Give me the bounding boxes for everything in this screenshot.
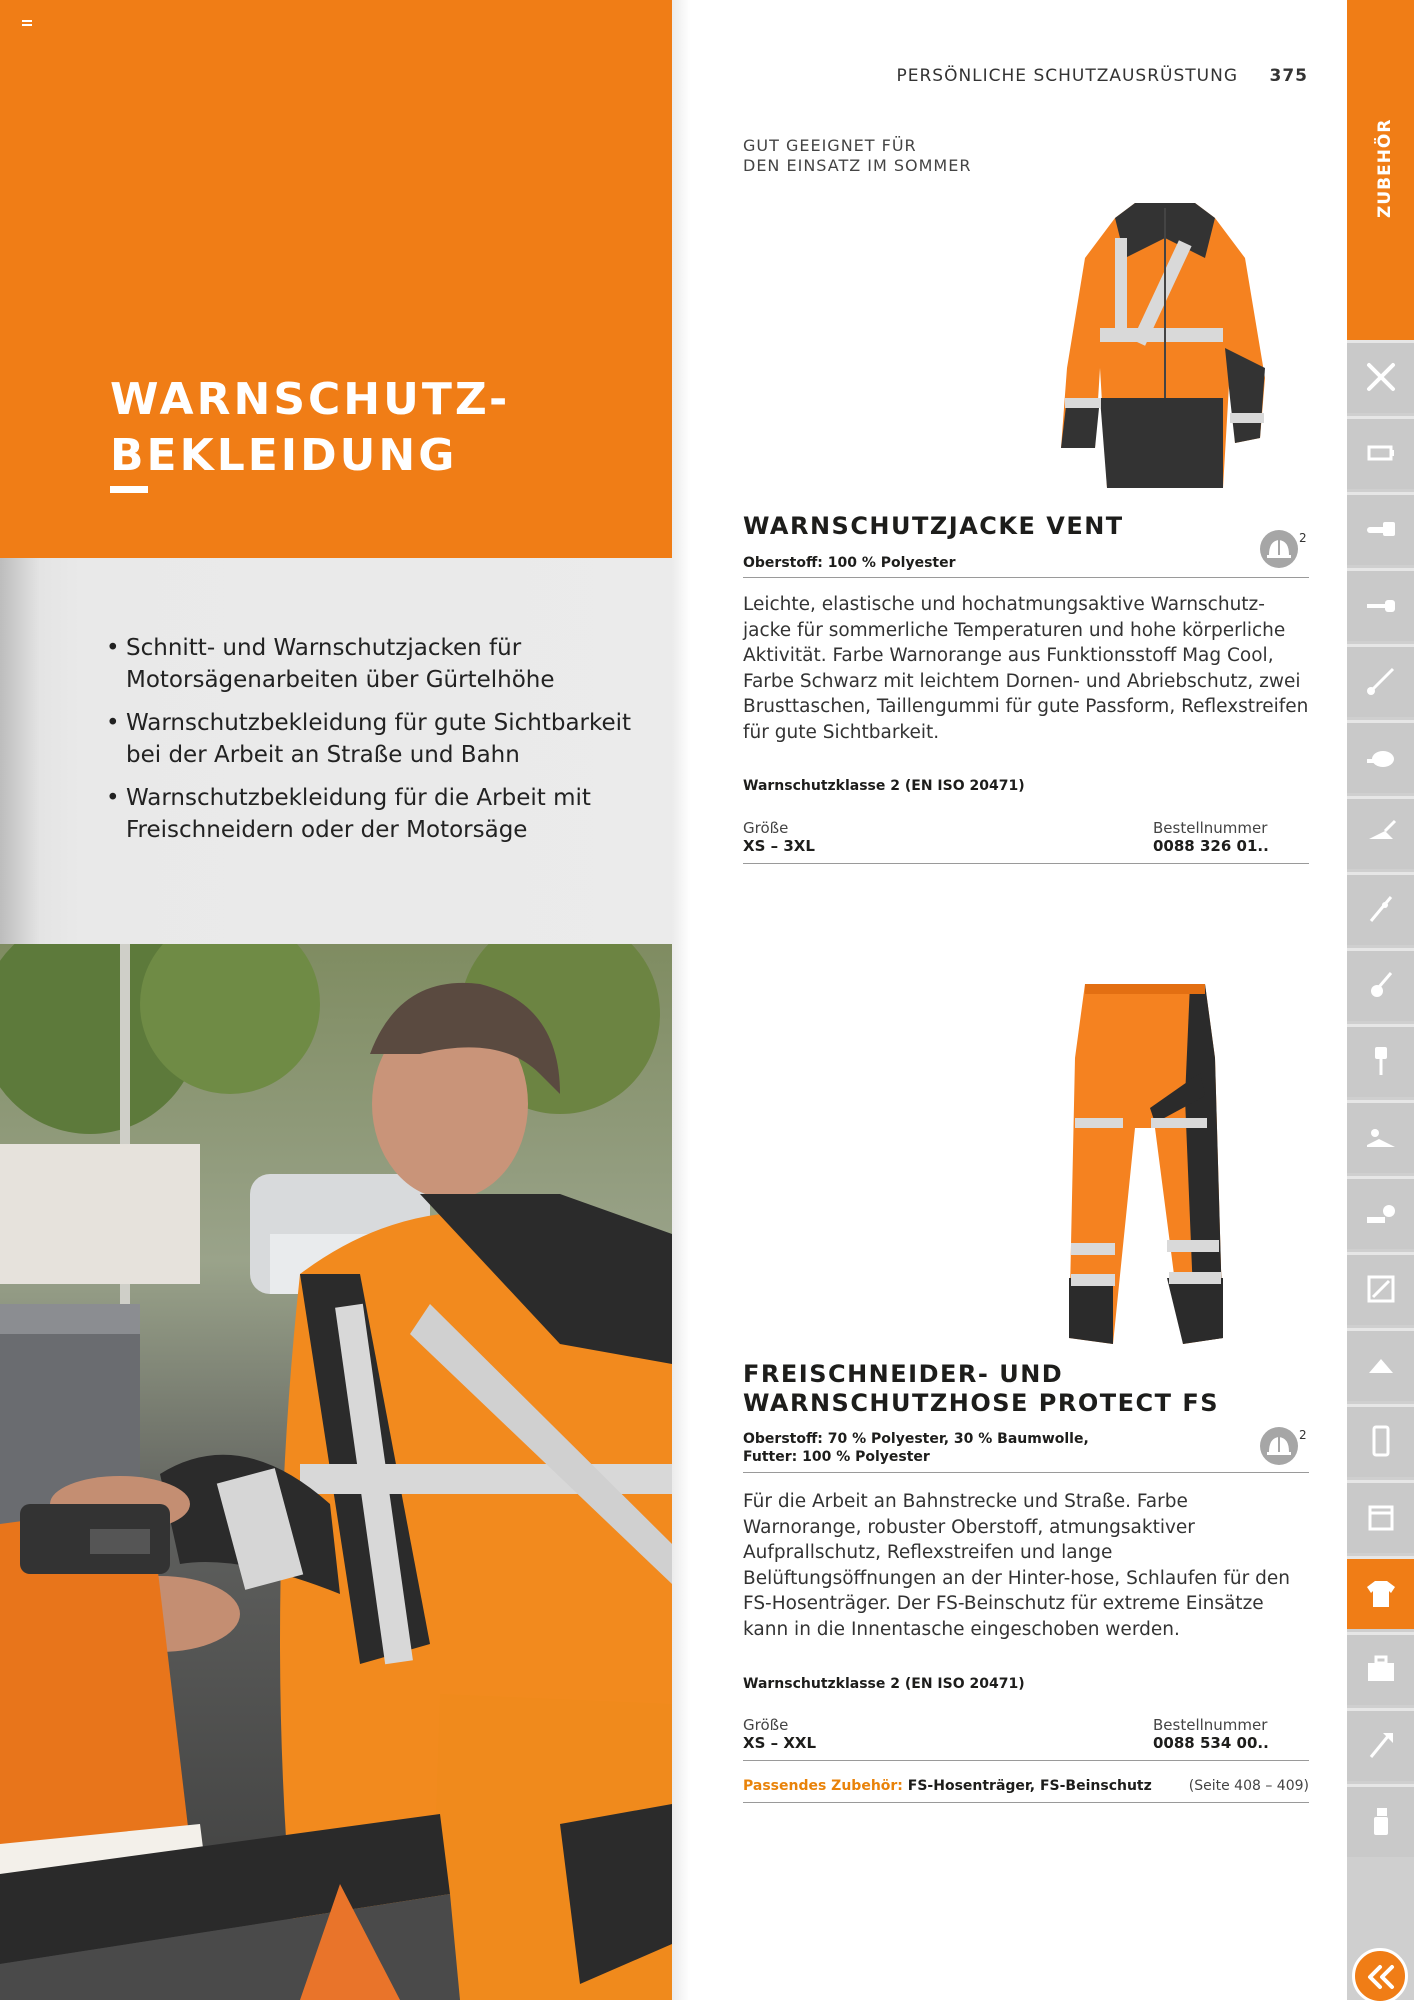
order-number: 0088 326 01..	[1153, 837, 1269, 855]
double-chevron-left-icon	[1364, 1963, 1398, 1991]
title-underline	[110, 486, 148, 493]
toolbox-icon[interactable]	[1347, 1632, 1414, 1705]
robot-mower-icon[interactable]	[1347, 1328, 1414, 1401]
title-line-1: WARNSCHUTZ-	[110, 374, 511, 425]
helmet-icon	[1260, 530, 1298, 568]
divider	[743, 863, 1309, 864]
product-2-material-line-2: Futter: 100 % Polyester	[743, 1449, 930, 1465]
category-sidebar	[1347, 0, 1414, 2000]
divider	[743, 1802, 1309, 1803]
tools-icon[interactable]	[1347, 340, 1414, 413]
tab-zubehoer[interactable]	[1347, 0, 1414, 340]
season-note	[743, 136, 971, 176]
cut-off-saw-icon[interactable]	[1347, 1176, 1414, 1249]
battery-icon[interactable]	[1347, 416, 1414, 489]
menu-icon[interactable]	[22, 20, 32, 29]
product-2-title-line-1: FREISCHNEIDER- UND	[743, 1360, 1064, 1388]
product-2-description: Für die Arbeit an Bahnstrecke und Straße. Farbe Warnorange, robuster Oberstoff, atmungsaktiver Aufprallschutz, Reflexstreifen und lange Belüftungsöffnungen an der Hinter-hose, Schlaufen für den FS-Hosenträger. Der FS-Beinschutz für extreme Einsätze kann in die Innentasche eingeschoben werden.	[743, 1491, 1290, 1640]
size-label: Größe	[743, 819, 789, 837]
chainsaw-icon[interactable]	[1347, 492, 1414, 565]
helmet-superscript: 2	[1299, 531, 1307, 545]
accessories-page-ref[interactable]: (Seite 408 – 409)	[1188, 1778, 1309, 1794]
page-fold-shadow	[672, 0, 690, 2000]
worker-photo	[0, 944, 672, 2000]
spray-bottle-icon[interactable]	[1347, 1784, 1414, 1857]
product-2-material	[743, 1430, 1089, 1466]
calendar-icon[interactable]	[1347, 1480, 1414, 1553]
back-button[interactable]	[1352, 1948, 1408, 2004]
title-line-2: BEKLEIDUNG	[110, 430, 458, 481]
list-item: • Warnschutzbekleidung für die Arbeit mit Freischneidern oder der Motorsäge	[106, 782, 646, 846]
size-value: XS – 3XL	[743, 837, 815, 855]
accessories-line	[743, 1778, 1309, 1794]
accessories-items[interactable]: FS-Hosenträger, FS-Beinschutz	[902, 1778, 1152, 1794]
clothing-icon[interactable]	[1347, 1556, 1414, 1629]
order-label: Bestellnummer	[1153, 819, 1268, 837]
product-2-material-line-1: Oberstoff: 70 % Polyester, 30 % Baumwolle,	[743, 1431, 1089, 1447]
product-1-title	[743, 512, 1124, 541]
divider	[743, 1472, 1309, 1473]
product-1-material-text: Oberstoff: 100 % Polyester	[743, 555, 956, 571]
sprayer-icon[interactable]	[1347, 1024, 1414, 1097]
product-2-title-line-2: WARNSCHUTZHOSE PROTECT FS	[743, 1389, 1220, 1417]
product-2-title	[743, 1360, 1219, 1418]
product-1-title-text: WARNSCHUTZJACKE VENT	[743, 512, 1124, 540]
product-2-class: Warnschutzklasse 2 (EN ISO 20471)	[743, 1676, 1025, 1692]
trimmer-icon[interactable]	[1347, 872, 1414, 945]
list-item: • Schnitt- und Warnschutzjacken für Motorsägenarbeiten über Gürtelhöhe	[106, 632, 646, 696]
section-title: PERSÖNLICHE SCHUTZAUSRÜSTUNG	[896, 66, 1238, 86]
lawnmower-icon[interactable]	[1347, 796, 1414, 869]
product-1-material	[743, 554, 956, 572]
feature-list	[106, 632, 646, 857]
accessories-label: Passendes Zubehör:	[743, 1778, 903, 1794]
pole-pruner-icon[interactable]	[1347, 1100, 1414, 1173]
brushcutter-icon[interactable]	[1347, 644, 1414, 717]
divider	[743, 577, 1309, 578]
list-item: • Warnschutzbekleidung für gute Sichtbarkeit bei der Arbeit an Straße und Bahn	[106, 707, 646, 771]
blower-icon[interactable]	[1347, 720, 1414, 793]
tab-zubehoer-label: ZUBEHÖR	[1375, 118, 1395, 218]
product-1-class: Warnschutzklasse 2 (EN ISO 20471)	[743, 778, 1025, 794]
helmet-icon	[1260, 1427, 1298, 1465]
axe-icon[interactable]	[1347, 1708, 1414, 1781]
size-value: XS – XXL	[743, 1734, 817, 1752]
helmet-superscript: 2	[1299, 1428, 1307, 1442]
jacket-image	[1055, 198, 1275, 488]
season-note-line-2: DEN EINSATZ IM SOMMER	[743, 156, 972, 175]
trousers-image	[1055, 978, 1230, 1348]
divider	[743, 1760, 1309, 1761]
page-title	[110, 372, 510, 484]
garden-cultivator-icon[interactable]	[1347, 948, 1414, 1021]
chipper-icon[interactable]	[1347, 1252, 1414, 1325]
smartphone-icon[interactable]	[1347, 1404, 1414, 1477]
product-1-description: Leichte, elastische und hochatmungsaktive Warnschutz-jacke für sommerliche Temperaturen und hohe körperliche Aktivität. Farbe Warnorange aus Funktionsstoff Mag Cool, Farbe Schwarz mit leichtem Dornen- und Abriebschutz, zwei Brusttaschen, Taillengummi für gute Passform, Reflexstreifen für gute Sichtbarkeit.	[743, 594, 1309, 743]
season-note-line-1: GUT GEEIGNET FÜR	[743, 136, 917, 155]
page-number: 375	[1269, 66, 1308, 86]
hedge-trimmer-icon[interactable]	[1347, 568, 1414, 641]
size-label: Größe	[743, 1716, 789, 1734]
order-number: 0088 534 00..	[1153, 1734, 1269, 1752]
order-label: Bestellnummer	[1153, 1716, 1268, 1734]
